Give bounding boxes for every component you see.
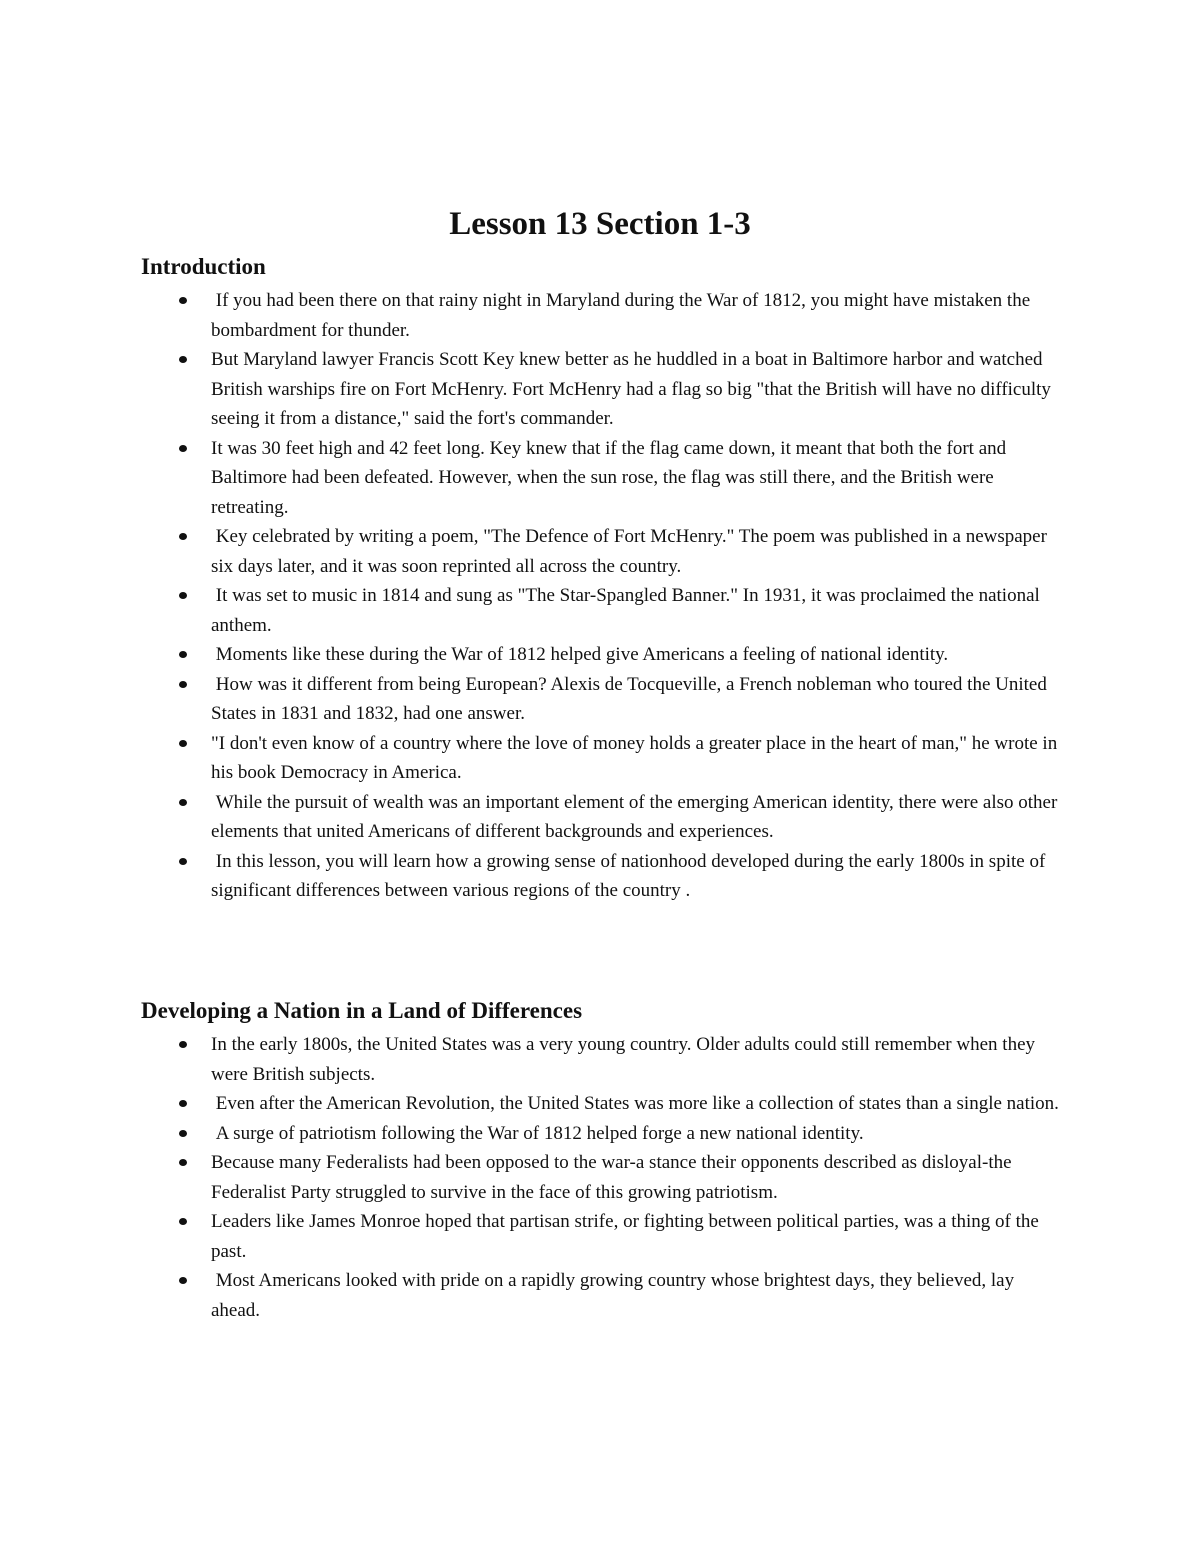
bullet-icon bbox=[179, 651, 187, 658]
list-item-text: In the early 1800s, the United States was a very young country. Older adults could still remember when they were British subjects. bbox=[211, 1034, 1040, 1085]
bullet-icon bbox=[179, 445, 187, 452]
list-item-text: In this lesson, you will learn how a growing sense of nationhood developed during the early 1800s in spite of significant differences between various regions of the country . bbox=[211, 850, 1051, 901]
bullet-icon bbox=[179, 681, 187, 688]
list-item bbox=[0, 1148, 1061, 1207]
bullet-list-developing-a-nation bbox=[0, 1030, 1200, 1325]
list-item-text: If you had been there on that rainy night in Maryland during the War of 1812, you might have mistaken the bombardment for thunder. bbox=[211, 290, 1035, 341]
list-item-text: While the pursuit of wealth was an important element of the emerging American identity, there were also other elements that united Americans of different backgrounds and experiences. bbox=[211, 791, 1063, 842]
bullet-icon bbox=[179, 1130, 187, 1137]
list-item-text: Even after the American Revolution, the United States was more like a collection of states than a single nation. bbox=[211, 1093, 1059, 1114]
bullet-list-introduction bbox=[0, 286, 1200, 906]
document-title: Lesson 13 Section 1-3 bbox=[449, 206, 751, 242]
list-item-text: Key celebrated by writing a poem, "The Defence of Fort McHenry." The poem was published in a newspaper six days later, and it was soon reprinted all across the country. bbox=[211, 526, 1052, 577]
list-item-text: How was it different from being European? Alexis de Tocqueville, a French nobleman who toured the United States in 1831 and 1832, had one answer. bbox=[211, 673, 1052, 724]
list-item bbox=[0, 522, 1061, 581]
section-heading-developing-a-nation: Developing a Nation in a Land of Differences bbox=[141, 998, 583, 1023]
list-item bbox=[0, 1119, 1061, 1149]
bullet-icon bbox=[179, 1159, 187, 1166]
list-item-text: But Maryland lawyer Francis Scott Key knew better as he huddled in a boat in Baltimore harbor and watched British warships fire on Fort McHenry. Fort McHenry had a flag so big "that the British will have no difficulty seeing it from a distance," said the fort's commander. bbox=[211, 349, 1056, 429]
list-item-text: Because many Federalists had been opposed to the war-a stance their opponents described as disloyal-the Federalist Party struggled to survive in the face of this growing patriotism. bbox=[211, 1152, 1017, 1203]
list-item-text: It was set to music in 1814 and sung as "The Star-Spangled Banner." In 1931, it was proclaimed the national anthem. bbox=[211, 585, 1045, 636]
list-item bbox=[0, 581, 1061, 640]
list-item bbox=[0, 729, 1061, 788]
list-item bbox=[0, 670, 1061, 729]
list-item bbox=[0, 1089, 1061, 1119]
list-item bbox=[0, 1030, 1061, 1089]
bullet-icon bbox=[179, 740, 187, 747]
bullet-icon bbox=[179, 1218, 187, 1225]
list-item bbox=[0, 434, 1061, 523]
bullet-icon bbox=[179, 1041, 187, 1048]
section-heading-introduction: Introduction bbox=[141, 254, 266, 279]
bullet-icon bbox=[179, 297, 187, 304]
list-item bbox=[0, 788, 1061, 847]
bullet-icon bbox=[179, 533, 187, 540]
list-item-text: Moments like these during the War of 1812 helped give Americans a feeling of national identity. bbox=[211, 644, 949, 665]
list-item-text: Most Americans looked with pride on a rapidly growing country whose brightest days, they believed, lay ahead. bbox=[211, 1270, 1019, 1321]
bullet-icon bbox=[179, 356, 187, 363]
list-item-text: A surge of patriotism following the War of 1812 helped forge a new national identity. bbox=[211, 1122, 864, 1144]
list-item bbox=[0, 1207, 1061, 1266]
list-item bbox=[0, 1266, 1061, 1325]
bullet-icon bbox=[179, 1100, 187, 1107]
list-item bbox=[0, 640, 1061, 670]
list-item bbox=[0, 847, 1061, 906]
list-item-text: Leaders like James Monroe hoped that partisan strife, or fighting between political parties, was a thing of the past. bbox=[211, 1211, 1044, 1262]
list-item-text: "I don't even know of a country where the love of money holds a greater place in the heart of man," he wrote in his book Democracy in America. bbox=[211, 732, 1062, 783]
bullet-icon bbox=[179, 858, 187, 865]
bullet-icon bbox=[179, 592, 187, 599]
bullet-icon bbox=[179, 1277, 187, 1284]
list-item bbox=[0, 286, 1061, 345]
list-item-text: It was 30 feet high and 42 feet long. Key knew that if the flag came down, it meant that both the fort and Baltimore had been defeated. However, when the sun rose, the flag was still there, and the British were retreating. bbox=[211, 437, 1011, 518]
list-item bbox=[0, 345, 1061, 434]
bullet-icon bbox=[179, 799, 187, 806]
